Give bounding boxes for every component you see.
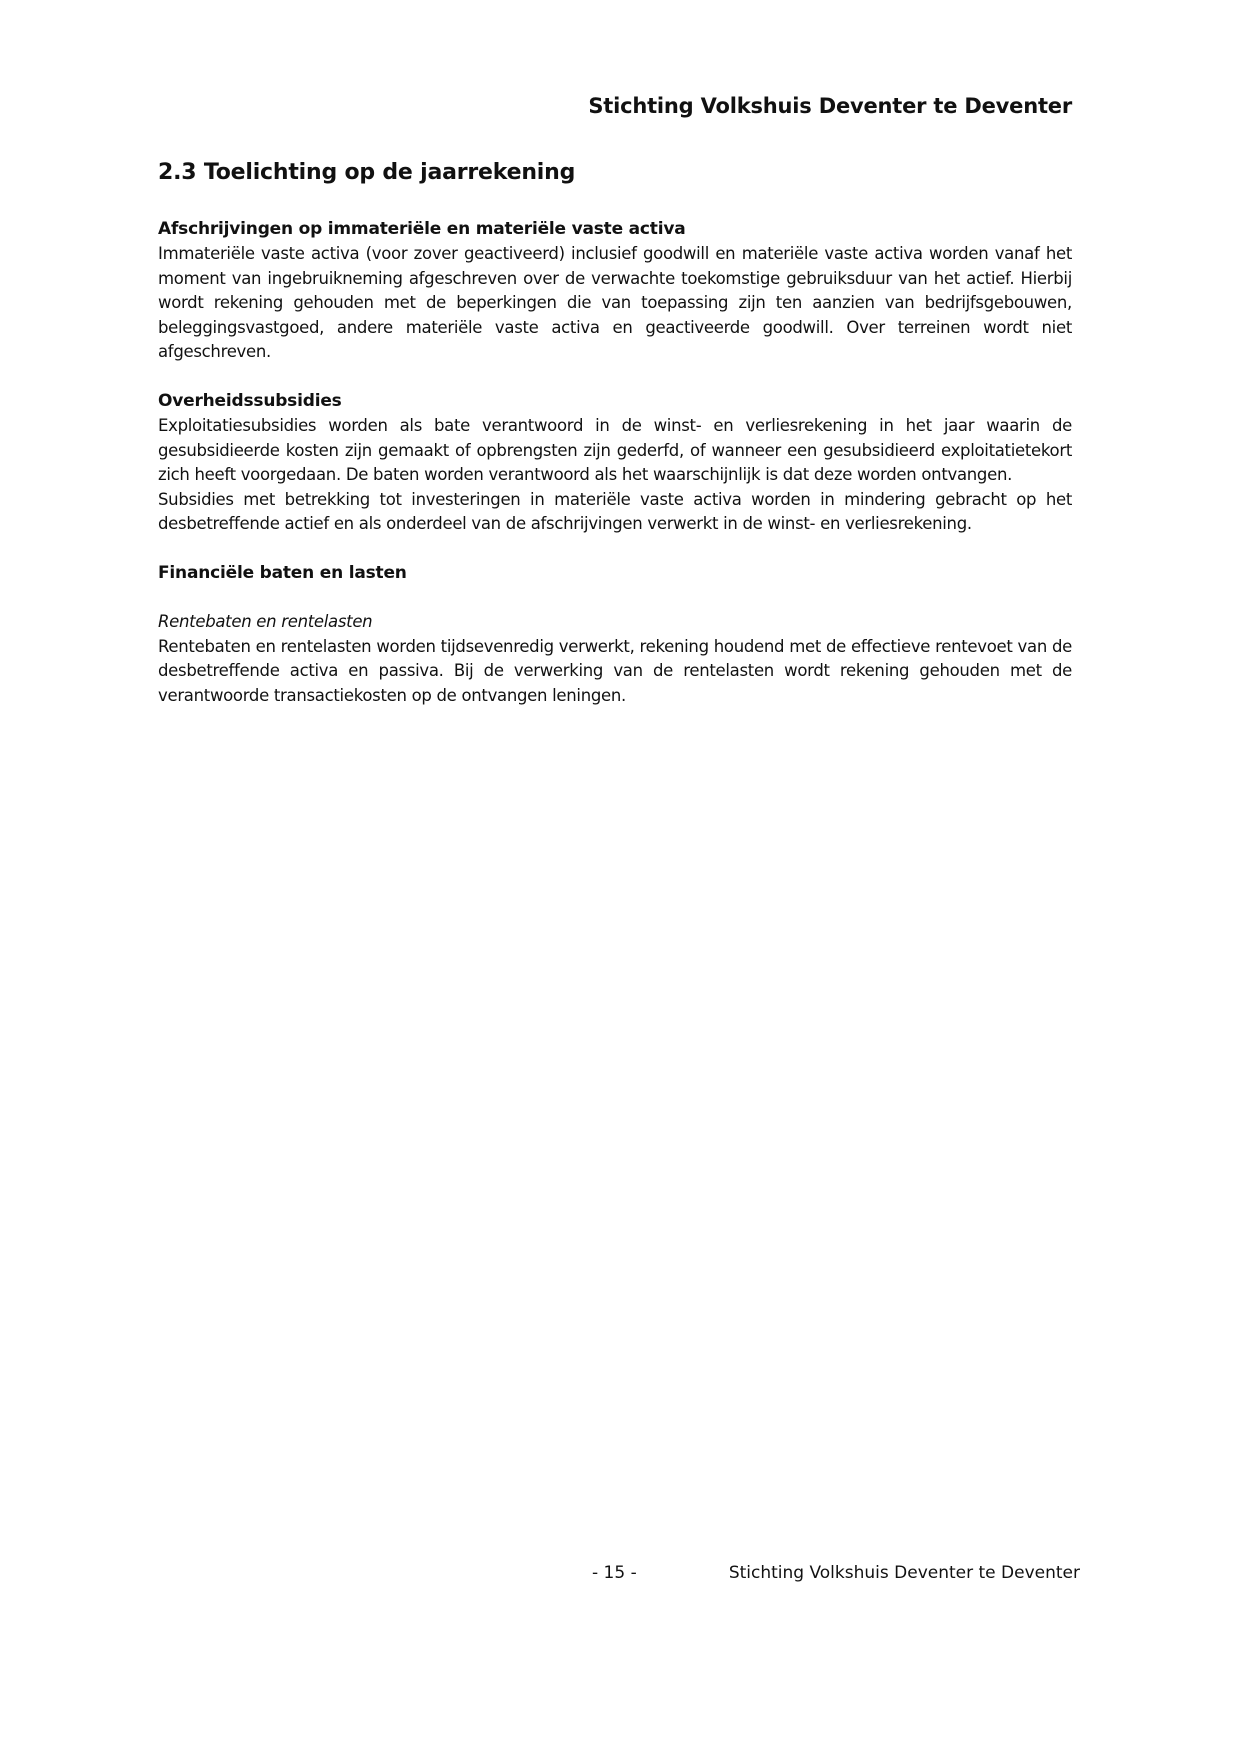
depreciation-section [158,217,1072,365]
depreciation-paragraph: Immateriële vaste activa (voor zover geactiveerd) inclusief goodwill en materiële vaste activa worden vanaf het moment van ingebruikneming afgeschreven over de verwachte toekomstige gebruiksduur van het actief. Hierbij wordt rekening gehouden met de beperkingen die van toepassing zijn ten aanzien van bedrijfsgebouwen, beleggingsvastgoed, andere materiële vaste activa en geactiveerde goodwill. Over terreinen wordt niet afgeschreven. [158,244,1072,362]
page-header: Stichting Volkshuis Deventer te Deventer [588,94,1072,118]
financial-heading: Financiële baten en lasten [158,562,407,583]
financial-spacer [158,586,1072,610]
interest-paragraph: Rentebaten en rentelasten worden tijdsevenredig verwerkt, rekening houdend met de effectieve rentevoet van de desbetreffende activa en passiva. Bij de verwerking van de rentelasten wordt rekening gehouden met de verantwoorde transactiekosten op de ontvangen leningen. [158,636,1072,705]
financial-section [158,561,1072,708]
section-title: 2.3 Toelichting op de jaarrekening [158,160,576,185]
subsidies-paragraph-2: Subsidies met betrekking tot investeringen in materiële vaste activa worden in mindering gebracht op het desbetreffende actief en als onderdeel van de afschrijvingen verwerkt in de winst- en verliesrekening. [158,489,1072,534]
subsidies-heading: Overheidssubsidies [158,390,342,411]
page-number: - 15 - [592,1563,637,1583]
interest-subheading: Rentebaten en rentelasten [158,611,373,631]
footer-org-name: Stichting Volkshuis Deventer te Deventer [728,1563,1080,1583]
depreciation-heading: Afschrijvingen op immateriële en materiële vaste activa [158,219,686,239]
page-content [158,160,1072,732]
subsidies-section [158,389,1072,537]
subsidies-paragraph-1: Exploitatiesubsidies worden als bate verantwoord in de winst- en verliesrekening in het jaar waarin de gesubsidieerde kosten zijn gemaakt of opbrengsten zijn gederfd, of wanneer een gesubsidieerd exploitatietekort zich heeft voorgedaan. De baten worden verantwoord als het waarschijnlijk is dat deze worden ontvangen. [158,415,1072,485]
